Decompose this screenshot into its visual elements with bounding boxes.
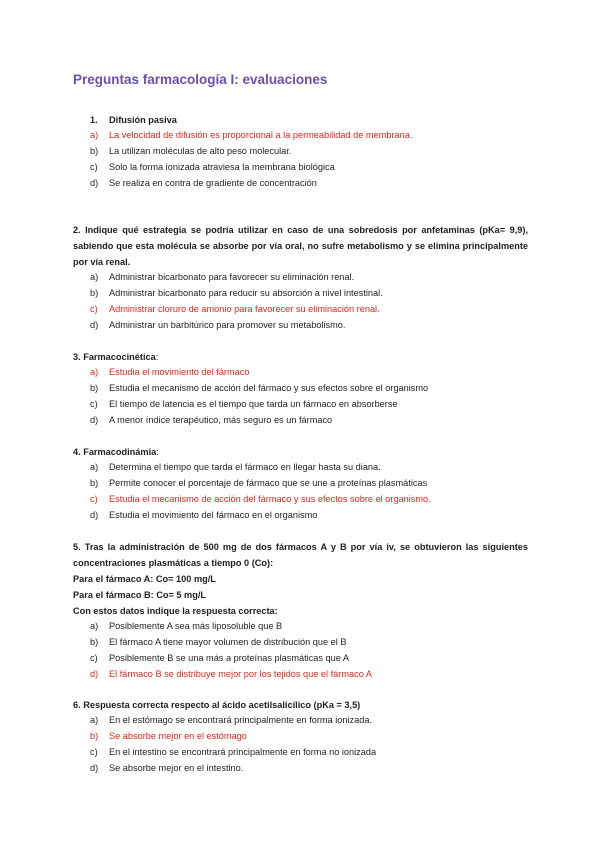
option-marker: a) <box>90 715 99 725</box>
question-5-stem: 5. Tras la administración de 500 mg de dos fármacos A y B por vía iv, se obtuvieron las siguientes concentraciones plasmáticas a tiempo 0 (Co): <box>73 542 528 568</box>
option-text: Se absorbe mejor en el intestino. <box>109 762 244 773</box>
answer-option <box>73 729 528 745</box>
option-text: Permite conocer el porcentaje de fármaco que se une a proteínas plasmáticas <box>109 477 428 488</box>
question-3-colon: : <box>155 352 159 362</box>
answer-option <box>73 761 528 777</box>
option-text: A menor índice terapéutico, más seguro es un fármaco <box>109 414 333 425</box>
option-marker: c) <box>90 303 98 314</box>
page-title: Preguntas farmacología I: evaluaciones <box>73 72 328 87</box>
q1-options <box>73 128 528 192</box>
option-text: En el estómago se encontrará principalmente en forma ionizada. <box>109 715 373 725</box>
answer-option <box>73 460 528 476</box>
answer-option <box>73 318 528 334</box>
option-text: Administrar bicarbonato para reducir su absorción a nivel intestinal. <box>109 287 383 298</box>
answer-option <box>73 144 528 160</box>
option-text: Estudia el movimiento del fármaco en el organismo <box>109 509 318 520</box>
answer-option <box>73 651 528 667</box>
option-marker: c) <box>90 398 98 409</box>
option-marker: c) <box>90 161 98 172</box>
q4-options <box>73 460 528 524</box>
option-marker: d) <box>90 668 99 679</box>
question-4-stem <box>73 444 528 460</box>
option-marker: b) <box>90 477 99 488</box>
answer-option <box>73 270 528 286</box>
question-number: 1. <box>90 115 98 125</box>
option-text: Solo la forma ionizada atraviesa la membrana biológica <box>109 161 335 172</box>
answer-option <box>73 397 528 413</box>
answer-option <box>73 381 528 397</box>
question-text: Difusión pasiva <box>109 115 177 125</box>
question-3-stem <box>73 349 528 365</box>
option-text: El fármaco B se distribuye mejor por los tejidos que el fármaco A <box>109 668 372 679</box>
option-text: Estudia el movimiento del fármaco <box>109 367 250 377</box>
option-text: En el intestino se encontrará principalmente en forma no ionizada <box>109 746 377 757</box>
answer-option <box>73 492 528 508</box>
option-text: El fármaco A tiene mayor volumen de distribución que el B <box>109 636 347 647</box>
question-4 <box>73 444 528 524</box>
option-marker: a) <box>90 462 99 472</box>
question-3-title: 3. Farmacocinética <box>73 352 156 362</box>
option-text: Administrar un barbitúrico para promover su metabolismo. <box>109 319 346 330</box>
answer-option <box>73 508 528 524</box>
option-marker: c) <box>90 652 98 663</box>
question-2 <box>73 222 528 334</box>
option-marker: a) <box>90 621 99 631</box>
question-4-title: 4. Farmacodinámia <box>73 447 157 457</box>
answer-option <box>73 286 528 302</box>
answer-option <box>73 413 528 429</box>
option-marker: b) <box>90 382 99 393</box>
option-marker: d) <box>90 177 99 188</box>
option-marker: d) <box>90 762 99 773</box>
question-1 <box>73 112 528 192</box>
option-text: El tiempo de latencia es el tiempo que tarda un fármaco en absorberse <box>109 398 398 409</box>
option-text: Se absorbe mejor en el estómago <box>109 730 247 741</box>
answer-option <box>73 302 528 318</box>
option-marker: d) <box>90 414 99 425</box>
option-text: Se realiza en contra de gradiente de concentración <box>109 177 317 188</box>
option-marker: b) <box>90 636 99 647</box>
option-marker: b) <box>90 287 99 298</box>
answer-option <box>73 635 528 651</box>
option-text: La velocidad de difusión es proporcional a la permeabilidad de membrana. <box>109 130 413 140</box>
question-5-line-a: Para el fármaco A: Co= 100 mg/L <box>73 574 216 584</box>
question-6-stem: 6. Respuesta correcta respecto al ácido acetilsalicílico (pKa = 3,5) <box>73 700 361 710</box>
q3-options <box>73 365 528 429</box>
option-marker: d) <box>90 319 99 330</box>
option-text: La utilizan moléculas de alto peso molecular. <box>109 145 292 156</box>
question-5-line-b: Para el fármaco B: Co= 5 mg/L <box>73 590 207 600</box>
question-5 <box>73 539 528 683</box>
option-text: Administrar bicarbonato para favorecer su eliminación renal. <box>109 272 355 282</box>
option-marker: a) <box>90 272 99 282</box>
question-3 <box>73 349 528 429</box>
q6-options <box>73 713 528 777</box>
q5-options <box>73 619 528 683</box>
answer-option <box>73 619 528 635</box>
option-marker: b) <box>90 730 99 741</box>
option-marker: c) <box>90 493 98 504</box>
answer-option <box>73 667 528 683</box>
option-text: Estudia el mecanismo de acción del fármaco y sus efectos sobre el organismo <box>109 382 429 393</box>
option-marker: b) <box>90 145 99 156</box>
question-2-stem: 2. Indique qué estrategia se podría utilizar en caso de una sobredosis por anfetaminas (pKa= 9,9), sabiendo que esta molécula se absorbe por vía oral, no sufre metabolismo y se elimina principalmente por vía renal. <box>73 225 528 267</box>
option-marker: a) <box>90 367 99 377</box>
option-text: Estudia el mecanismo de acción del fármaco y sus efectos sobre el organismo. <box>109 493 431 504</box>
answer-option <box>73 176 528 192</box>
option-marker: d) <box>90 509 99 520</box>
option-text: Posiblemente B se una más a proteínas plasmáticas que A <box>109 652 350 663</box>
answer-option <box>73 745 528 761</box>
question-5-instruction: Con estos datos indique la respuesta correcta: <box>73 606 278 616</box>
answer-option <box>73 713 528 729</box>
answer-option <box>73 160 528 176</box>
answer-option <box>73 476 528 492</box>
question-1-heading <box>73 112 528 128</box>
option-marker: a) <box>90 130 99 140</box>
option-text: Determina el tiempo que tarda el fármaco en llegar hasta su diana. <box>109 462 381 472</box>
option-marker: c) <box>90 746 98 757</box>
answer-option <box>73 365 528 381</box>
question-6 <box>73 697 528 777</box>
option-text: Administrar cloruro de amonio para favorecer su eliminación renal. <box>109 303 380 314</box>
answer-option <box>73 128 528 144</box>
option-text: Posiblemente A sea más liposoluble que B <box>109 621 283 631</box>
q2-options <box>73 270 528 334</box>
question-4-colon: : <box>156 447 159 457</box>
